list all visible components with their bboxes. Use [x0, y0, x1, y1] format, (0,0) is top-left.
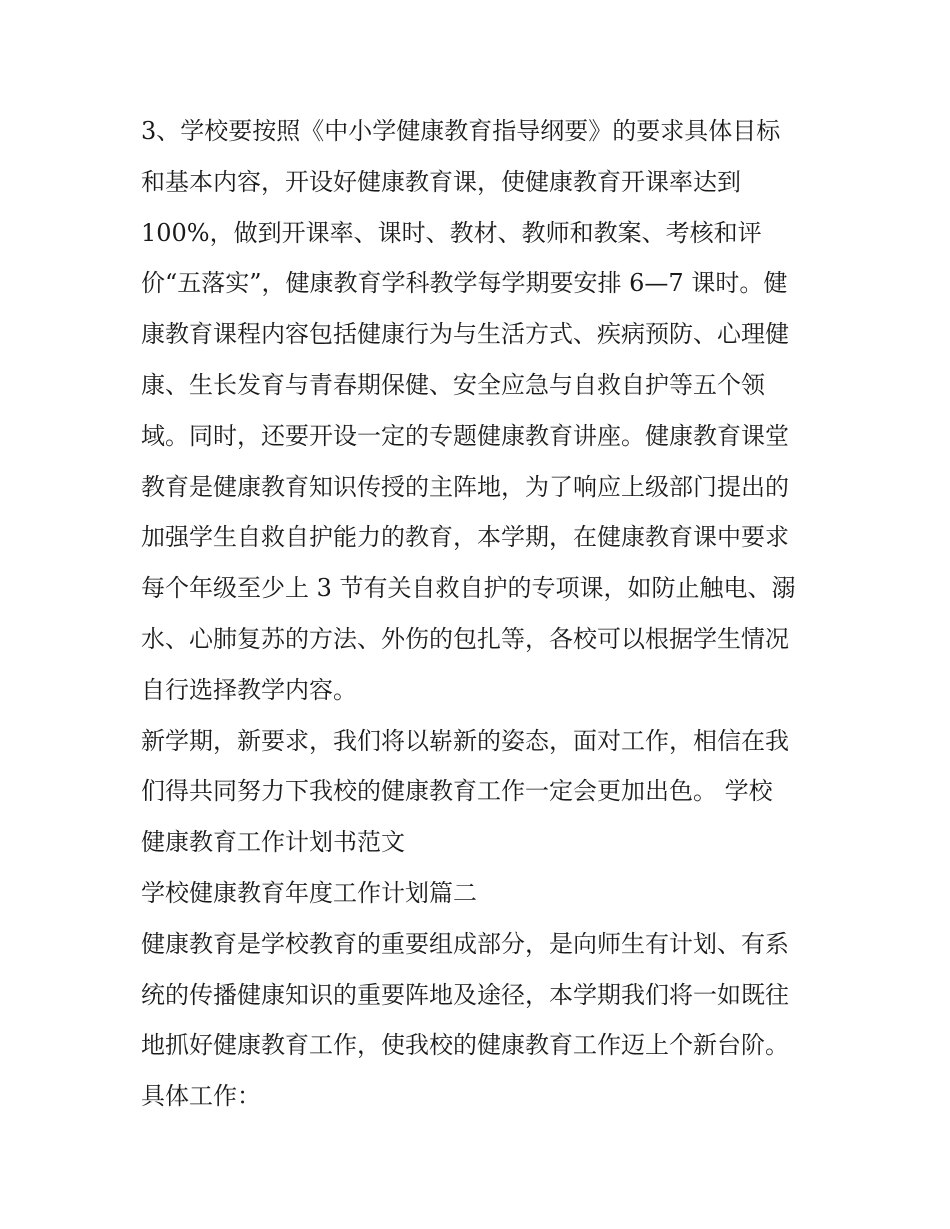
- text-line: 康教育课程内容包括健康行为与生活方式、疾病预防、心理健: [141, 320, 789, 349]
- text-line: 健康教育工作计划书范文: [141, 828, 405, 857]
- text-line: 地抓好健康教育工作，使我校的健康教育工作迈上个新台阶。: [141, 1031, 789, 1060]
- text-line: 域。同时，还要开设一定的专题健康教育讲座。健康教育课堂: [141, 421, 789, 450]
- text-line: 康、生长发育与青春期保健、安全应急与自救自护等五个领: [141, 370, 765, 399]
- text-line: 具体工作：: [141, 1082, 261, 1111]
- document-body: [141, 106, 821, 1122]
- text-line: 3、学校要按照《中小学健康教育指导纲要》的要求具体目标: [141, 117, 781, 145]
- text-line: 水、心肺复苏的方法、外伤的包扎等，各校可以根据学生情况: [141, 624, 789, 653]
- text-line: 100%，做到开课率、课时、教材、教师和教案、考核和评: [141, 218, 762, 247]
- text-line: 统的传播健康知识的重要阵地及途径，本学期我们将一如既往: [141, 980, 789, 1009]
- text-line: 健康教育是学校教育的重要组成部分，是向师生有计划、有系: [141, 929, 789, 958]
- text-line: 加强学生自救自护能力的教育，本学期，在健康教育课中要求: [141, 523, 789, 552]
- text-line: 新学期，新要求，我们将以崭新的姿态，面对工作，相信在我: [141, 726, 789, 755]
- text-line: 自行选择教学内容。: [141, 675, 357, 704]
- text-line: 们得共同努力下我校的健康教育工作一定会更加出色。 学校: [141, 777, 773, 806]
- text-line: 和基本内容，开设好健康教育课，使健康教育开课率达到: [141, 167, 741, 196]
- text-line: 价“五落实”，健康教育学科教学每学期要安排 6—7 课时。健: [141, 269, 788, 298]
- text-line: 学校健康教育年度工作计划篇二: [141, 878, 477, 907]
- text-line: 每个年级至少上 3 节有关自救自护的专项课，如防止触电、溺: [141, 574, 796, 603]
- text-line: 教育是健康教育知识传授的主阵地，为了响应上级部门提出的: [141, 472, 789, 501]
